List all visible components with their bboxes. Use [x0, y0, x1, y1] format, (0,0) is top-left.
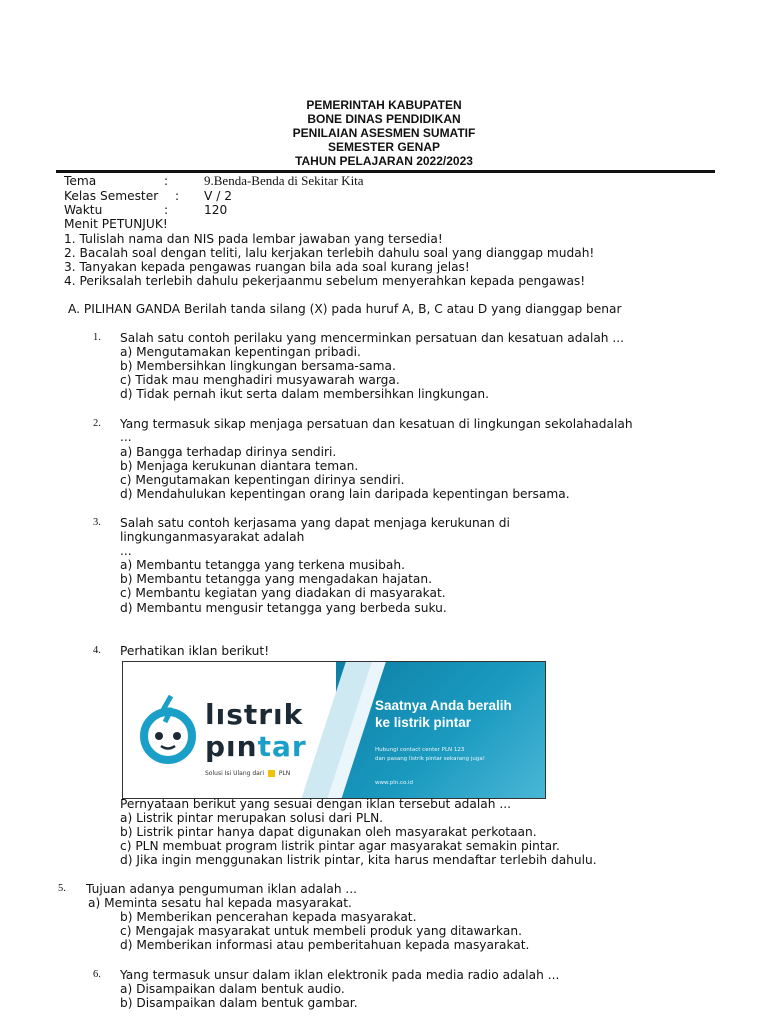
q4-option-a: a) Listrik pintar merupakan solusi dari PLN.: [120, 811, 384, 825]
header-line-4: SEMESTER GENAP: [327, 140, 441, 154]
ad-headline: [375, 697, 512, 731]
q4-option-b: b) Listrik pintar hanya dapat digunakan oleh masyarakat perkotaan.: [120, 825, 537, 839]
ad-headline-line1: Saatnya Anda beralih: [375, 698, 512, 713]
pln-logo-icon: [268, 770, 275, 777]
ad-brand-tar: tar: [257, 730, 307, 763]
question-6-number: 6.: [93, 969, 101, 980]
ad-brand-pin: pın: [205, 730, 258, 763]
waktu-colon: :: [164, 203, 169, 217]
listrik-pintar-ad: [122, 661, 546, 799]
q4-option-d: d) Jika ingin menggunakan listrik pintar, kita harus mendaftar terlebih dahulu.: [120, 853, 597, 867]
ad-brand-listrik: lıstrık: [205, 698, 304, 731]
q5-option-a: a) Meminta sesatu hal kepada masyarakat.: [88, 896, 352, 910]
q6-option-b: b) Disampaikan dalam bentuk gambar.: [120, 996, 358, 1010]
q5-option-b: b) Memberikan pencerahan kepada masyarakat.: [120, 910, 417, 924]
q5-option-c: c) Mengajak masyarakat untuk membeli produk yang ditawarkan.: [120, 924, 522, 938]
q3-option-d: d) Membantu mengusir tetangga yang berbeda suku.: [120, 601, 447, 615]
q5-option-d: d) Memberikan informasi atau pemberitahuan kepada masyarakat.: [120, 938, 530, 952]
tema-label: Tema: [64, 174, 97, 188]
question-3-text: Salah satu contoh kerjasama yang dapat menjaga kerukunan di: [120, 516, 510, 530]
ad-pln-text: PLN: [278, 770, 291, 777]
ad-contact-line2: dan pasang listrik pintar sekarang juga!: [375, 756, 485, 762]
question-3-ellipsis: ...: [120, 544, 132, 558]
q4-option-c: c) PLN membuat program listrik pintar agar masyarakat semakin pintar.: [120, 839, 560, 853]
q3-option-c: c) Membantu kegiatan yang diadakan di masyarakat.: [120, 586, 446, 600]
q6-option-a: a) Disampaikan dalam bentuk audio.: [120, 982, 345, 996]
header-line-3: PENILAIAN ASESMEN SUMATIF: [292, 126, 476, 140]
question-5-text: Tujuan adanya pengumuman iklan adalah ...: [86, 882, 358, 896]
q1-option-a: a) Mengutamakan kepentingan pribadi.: [120, 345, 361, 359]
instruction-1: 1. Tulislah nama dan NIS pada lembar jawaban yang tersedia!: [64, 232, 443, 246]
question-1-text: Salah satu contoh perilaku yang mencerminkan persatuan dan kesatuan adalah ...: [120, 331, 625, 345]
header-divider: [56, 170, 715, 173]
question-3-number: 3.: [93, 517, 101, 528]
ad-contact-line1: Hubungi contact center PLN 123: [375, 747, 465, 753]
ad-headline-line2: ke listrik pintar: [375, 715, 472, 730]
ad-tagline-text: Solusi Isi Ulang dari: [205, 770, 264, 777]
header-line-2: BONE DINAS PENDIDIKAN: [307, 112, 461, 126]
q2-option-c: c) Mengutamakan kepentingan dirinya sendiri.: [120, 473, 405, 487]
question-1-number: 1.: [93, 332, 101, 343]
menit-petunjuk: Menit PETUNJUK!: [64, 217, 168, 231]
waktu-label: Waktu: [64, 203, 103, 217]
ad-tagline: [205, 770, 290, 777]
question-2-number: 2.: [93, 418, 101, 429]
q2-option-d: d) Mendahulukan kepentingan orang lain daripada kepentingan bersama.: [120, 487, 570, 501]
kelas-colon: :: [175, 189, 180, 203]
q3-option-a: a) Membantu tetangga yang terkena musibah.: [120, 558, 405, 572]
question-2-ellipsis: ...: [120, 430, 132, 444]
q1-option-d: d) Tidak pernah ikut serta dalam membersihkan lingkungan.: [120, 387, 490, 401]
tema-value: 9.Benda-Benda di Sekitar Kita: [204, 173, 364, 188]
question-4-number: 4.: [93, 645, 101, 656]
kelas-value: V / 2: [204, 189, 232, 203]
question-5-number: 5.: [58, 883, 66, 894]
question-4-text: Perhatikan iklan berikut!: [120, 644, 270, 658]
plug-face-icon: [137, 694, 199, 766]
header-line-5: TAHUN PELAJARAN 2022/2023: [295, 154, 473, 168]
q1-option-b: b) Membersihkan lingkungan bersama-sama.: [120, 359, 396, 373]
instruction-3: 3. Tanyakan kepada pengawas ruangan bila ada soal kurang jelas!: [64, 260, 470, 274]
q2-option-a: a) Bangga terhadap dirinya sendiri.: [120, 445, 337, 459]
tema-colon: :: [164, 174, 169, 188]
section-a-title: A. PILIHAN GANDA Berilah tanda silang (X) pada huruf A, B, C atau D yang dianggap benar: [68, 302, 622, 316]
ad-brand-pintar: [205, 730, 307, 763]
question-4-statement: Pernyataan berikut yang sesuai dengan iklan tersebut adalah ...: [120, 797, 511, 811]
kelas-label: Kelas Semester: [64, 189, 159, 203]
instruction-4: 4. Periksalah terlebih dahulu pekerjaanmu sebelum menyerahkan kepada pengawas!: [64, 274, 586, 288]
question-6-text: Yang termasuk unsur dalam iklan elektronik pada media radio adalah ...: [120, 968, 560, 982]
ad-url: www.pln.co.id: [375, 780, 414, 786]
instruction-2: 2. Bacalah soal dengan teliti, lalu kerjakan terlebih dahulu soal yang dianggap mudah!: [64, 246, 595, 260]
q2-option-b: b) Menjaga kerukunan diantara teman.: [120, 459, 359, 473]
header-line-1: PEMERINTAH KABUPATEN: [306, 98, 462, 112]
question-2-text: Yang termasuk sikap menjaga persatuan dan kesatuan di lingkungan sekolahadalah: [120, 417, 633, 431]
q3-option-b: b) Membantu tetangga yang mengadakan hajatan.: [120, 572, 432, 586]
q1-option-c: c) Tidak mau menghadiri musyawarah warga.: [120, 373, 400, 387]
question-3-text-line2: lingkunganmasyarakat adalah: [120, 530, 305, 544]
waktu-value: 120: [204, 203, 228, 217]
